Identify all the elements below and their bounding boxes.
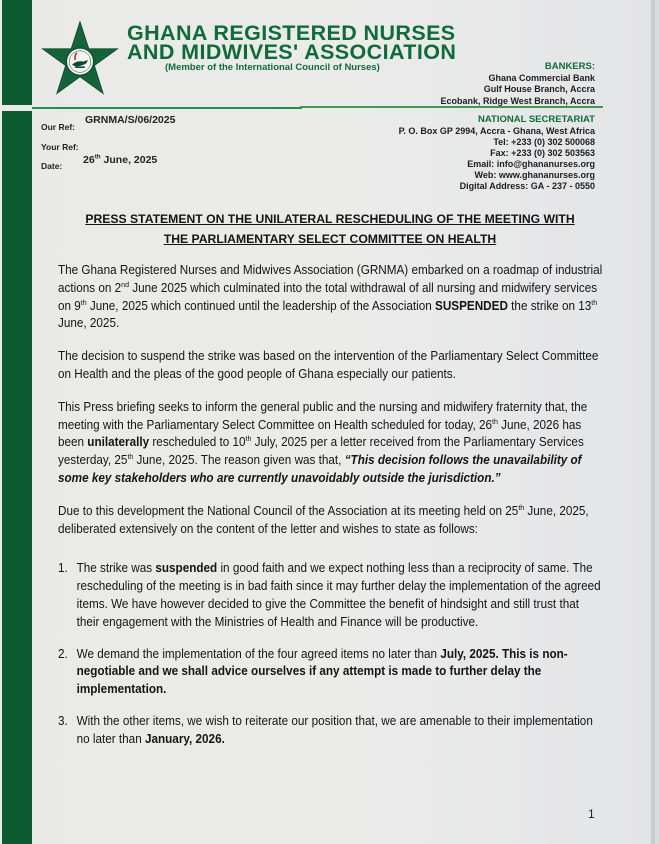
- our-ref-label: Our Ref:: [41, 122, 75, 132]
- resolutions-list: [58, 560, 603, 748]
- org-name-line-1: GHANA REGISTERED NURSES: [127, 21, 456, 45]
- date-value: [83, 154, 157, 166]
- paragraph-1: The Ghana Registered Nurses and Midwives Association (GRNMA) embarked on a roadmap of industrial actions on 2nd June 2025 which culminated into the total withdrawal of all nursing and midwifery services on 9th June, 2025 which continued until the leadership of the Association SUSPENDED the strike on 13th June, 2025.: [58, 263, 603, 331]
- date-label: Date:: [41, 161, 63, 171]
- org-name-line-2: AND MIDWIVES' ASSOCIATION: [127, 40, 457, 64]
- your-ref-label: Your Ref:: [41, 142, 79, 152]
- statement-body: [58, 262, 603, 763]
- email-line: Email: info@ghananurses.org: [467, 159, 595, 169]
- bankers-line: Ecobank, Ridge West Branch, Accra: [440, 95, 595, 106]
- date-suffix: th: [94, 153, 101, 161]
- bankers-block: [440, 61, 595, 107]
- paragraph-3: This Press briefing seeks to inform the general public and the nursing and midwifery fraternity that, the meeting with the Parliamentary Select Committee on Health scheduled for today, 26th June, 2026 has been unilaterally rescheduled to 10th July, 2025 per a letter received from the Parliamentary Services yesterday, 25th June, 2025. The reason given was that, “This decision follows the unavailability of some key stakeholders who are currently unavoidably outside the jurisdiction.”: [58, 399, 588, 485]
- bankers-line: Ghana Commercial Bank: [488, 72, 595, 83]
- tel-line: Tel: +233 (0) 302 500068: [493, 137, 595, 147]
- green-margin-bar-bottom: [2, 111, 32, 844]
- title-line-2: THE PARLIAMENTARY SELECT COMMITTEE ON HEALTH: [163, 232, 497, 246]
- web-line: Web: www.ghananurses.org: [474, 170, 595, 180]
- bankers-line: Gulf House Branch, Accra: [483, 84, 595, 94]
- org-subtitle: (Member of the International Council of Nurses): [165, 62, 380, 73]
- quoted-reason: “This decision follows the unavailability of some key stakeholders who are currently unavoidably outside the jurisdiction.”: [58, 453, 582, 485]
- gr-nma-star-emblem-icon: [40, 20, 120, 96]
- list-item: 3. With the other items, we wish to reiterate our position that, we are amenable to their implementation no later than January, 2026.: [58, 713, 593, 746]
- organization-name: [127, 21, 457, 64]
- bankers-label: BANKERS:: [544, 61, 595, 72]
- digital-address-line: Digital Address: GA - 237 - 0550: [459, 181, 595, 191]
- page-number: 1: [588, 807, 595, 821]
- paragraph-2: The decision to suspend the strike was based on the intervention of the Parliamentary Select Committee on Health and the pleas of the good people of Ghana especially our patients.: [58, 349, 599, 381]
- address-line: P. O. Box GP 2994, Accra - Ghana, West Africa: [398, 126, 595, 136]
- list-item: 2. We demand the implementation of the four agreed items no later than July, 2025. This is non-negotiable and we shall advice ourselves if any attempt is made to further delay the implementation.: [58, 646, 568, 697]
- green-margin-bar-top: [2, 0, 32, 105]
- date-day: 26: [83, 154, 95, 166]
- list-item: 1. The strike was suspended in good faith and we expect nothing less than a reciprocity of same. The rescheduling of the meeting is in bad faith since it may further delay the implementation of the agreed items. We have however decided to give the Committee the benefit of hindsight and still trust that their engagement with the Ministries of Health and Finance will be productive.: [58, 561, 601, 629]
- title-line-1: PRESS STATEMENT ON THE UNILATERAL RESCHEDULING OF THE MEETING WITH: [85, 212, 575, 226]
- header-divider-left: [32, 107, 302, 109]
- fax-line: Fax: +233 (0) 302 503563: [490, 148, 595, 158]
- paragraph-4: Due to this development the National Council of the Association at its meeting held on 25th June, 2025, deliberated extensively on the content of the letter and wishes to state as follows:: [58, 502, 589, 536]
- press-statement-title: [40, 209, 620, 249]
- secretariat-block: [399, 114, 595, 192]
- our-ref-value: GRNMA/S/06/2025: [85, 114, 176, 126]
- page-edge: [651, 0, 655, 844]
- date-rest: June, 2025: [100, 154, 158, 166]
- secretariat-label: NATIONAL SECRETARIAT: [478, 114, 595, 125]
